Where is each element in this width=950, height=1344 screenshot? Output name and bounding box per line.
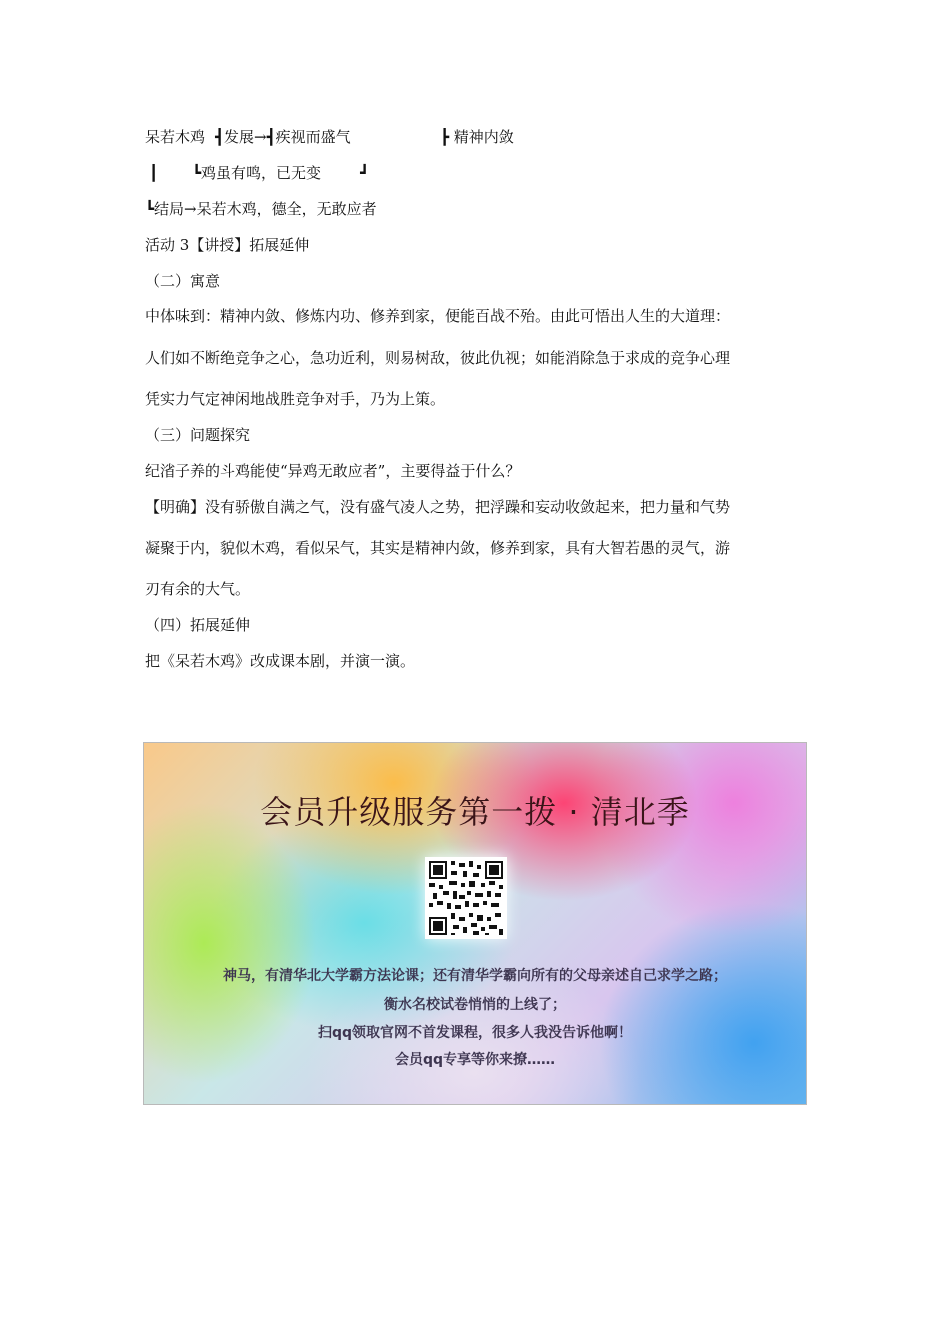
diagram-row2-mid: ┗鸡虽有鸣，已无变 xyxy=(192,164,322,182)
activity-heading: 活动 3【讲授】拓展延伸 xyxy=(145,236,310,254)
diagram-row2-close: ┛ xyxy=(360,164,370,182)
section3-answer-2: 凝聚于内，貌似木鸡，看似呆气，其实是精神内敛，修养到家，具有大智若愚的灵气，游 xyxy=(145,539,731,557)
section2-line-2: 人们如不断绝竞争之心，急功近利，则易树敌，彼此仇视；如能消除急于求成的竞争心理 xyxy=(145,349,731,367)
banner-line-4: 会员qq专享等你来撩…… xyxy=(394,1052,556,1068)
banner-title: 会员升级服务第一拨 · 清北季 xyxy=(260,793,690,831)
section2-heading: （二）寓意 xyxy=(145,272,221,290)
banner-line-3: 扫qq领取官网不首发课程，很多人我没告诉他啊！ xyxy=(317,1025,633,1041)
section3-question: 纪渻子养的斗鸡能使“异鸡无敢应者”，主要得益于什么？ xyxy=(145,462,521,480)
qr-code-icon[interactable] xyxy=(425,857,507,939)
diagram-row1-start: 呆若木鸡 xyxy=(145,128,206,146)
banner-line-2: 衡水名校试卷悄悄的上线了； xyxy=(384,997,566,1013)
banner-line-1: 神马，有清华北大学霸方法论课；还有清华学霸向所有的父母亲述自己求学之路； xyxy=(223,968,727,984)
section3-answer-3: 刃有余的大气。 xyxy=(145,580,251,598)
diagram-row1-end: ┣ 精神内敛 xyxy=(440,128,514,146)
diagram-row2-bar: ┃ xyxy=(149,164,159,182)
section2-line-1: 中体味到：精神内敛、修炼内功、修养到家，便能百战不殆。由此可悟出人生的大道理： xyxy=(145,307,731,325)
section3-answer-1: 【明确】没有骄傲自满之气，没有盛气凌人之势，把浮躁和妄动收敛起来，把力量和气势 xyxy=(145,498,731,516)
diagram-row1-develop: ┫发展→┫疾视而盛气 xyxy=(215,128,351,146)
promo-banner xyxy=(143,742,807,1105)
section4-heading: （四）拓展延伸 xyxy=(145,616,251,634)
section4-text: 把《呆若木鸡》改成课本剧，并演一演。 xyxy=(145,652,416,670)
section2-line-3: 凭实力气定神闲地战胜竞争对手，乃为上策。 xyxy=(145,390,446,408)
section3-heading: （三）问题探究 xyxy=(145,426,251,444)
diagram-row3: ┗结局→呆若木鸡，德全，无敢应者 xyxy=(145,200,377,218)
